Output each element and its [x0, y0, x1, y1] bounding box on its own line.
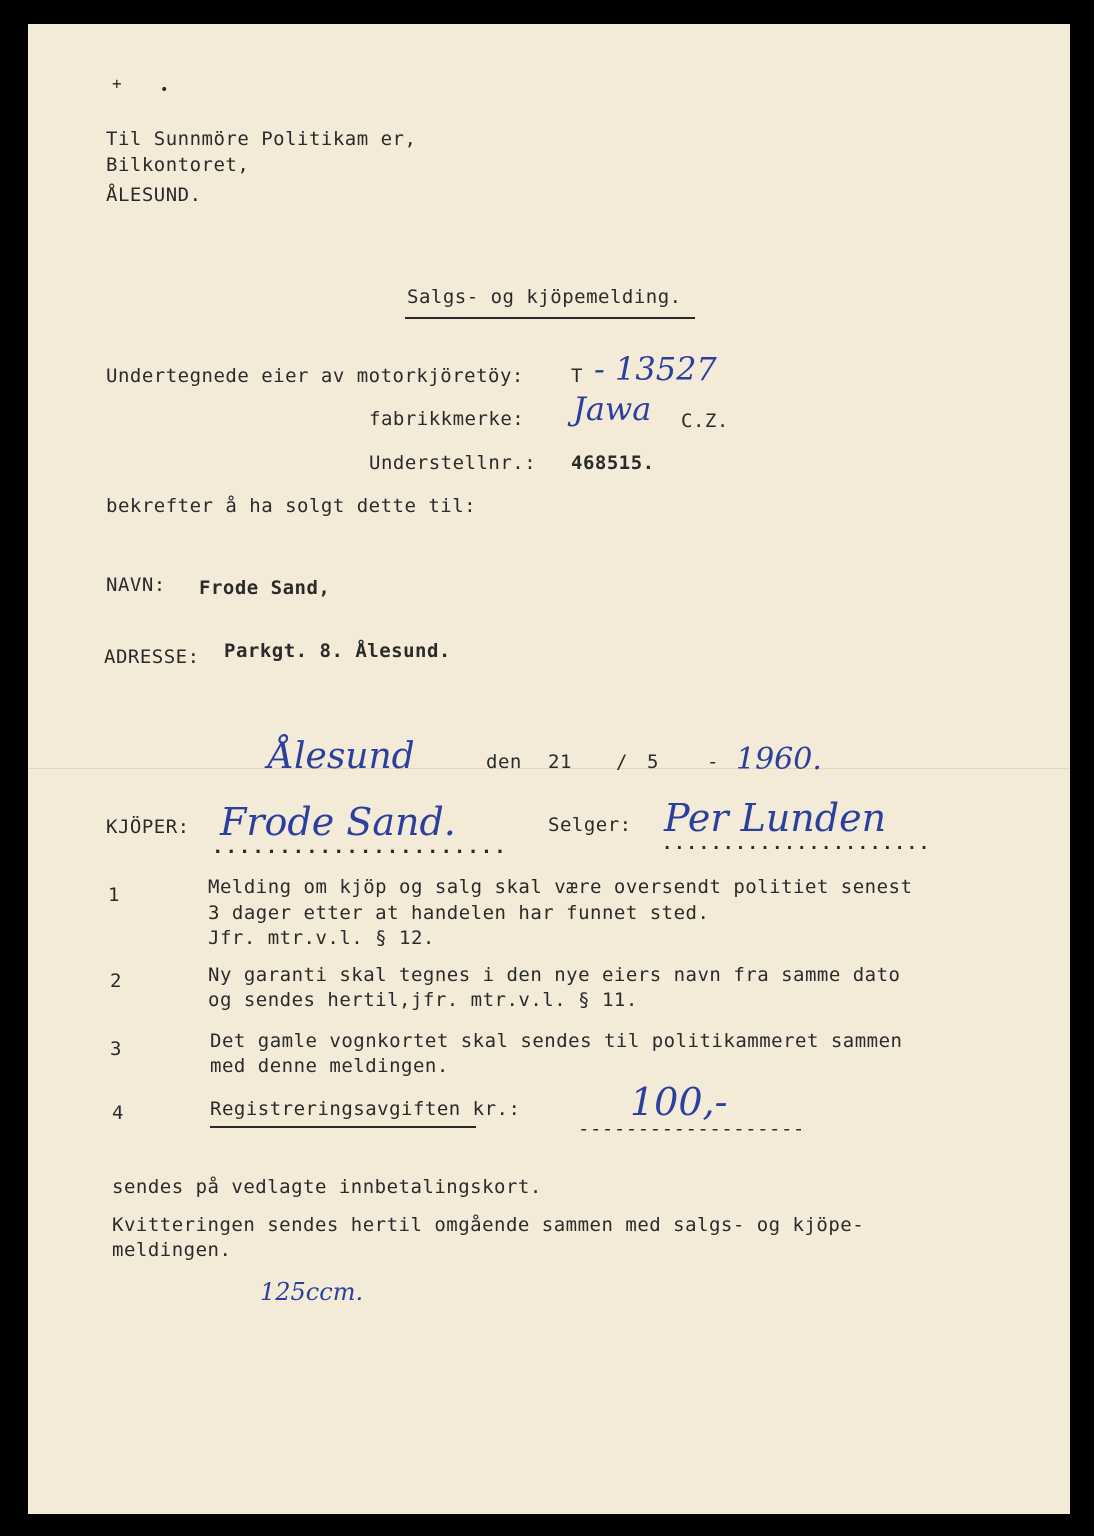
address-line-1: Til Sunnmöre Politikam er,: [106, 128, 417, 150]
item-1-line: Jfr. mtr.v.l. § 12.: [208, 927, 435, 949]
seller-signature-dots: ......................: [662, 834, 932, 854]
item-number: 3: [110, 1038, 122, 1060]
name-label: NAVN:: [106, 574, 166, 596]
owner-label: Undertegnede eier av motorkjöretöy:: [106, 365, 524, 387]
date-den: den: [486, 751, 522, 773]
item-3-line: med denne meldingen.: [210, 1055, 449, 1077]
footer-line-2: Kvitteringen sendes hertil omgående sammen med salgs- og kjöpe-: [112, 1214, 865, 1236]
seller-signature: Per Lunden: [664, 796, 887, 840]
chassis-value: 468515.: [571, 452, 655, 474]
fee-label: Registreringsavgiften kr.:: [210, 1098, 521, 1120]
chassis-label: Understellnr.:: [369, 452, 537, 474]
reg-prefix: T: [571, 365, 583, 387]
item-number: 2: [110, 970, 122, 992]
fee-label-underline: [210, 1126, 476, 1128]
form-title: Salgs- og kjöpemelding.: [407, 286, 682, 308]
reg-number-handwritten: - 13527: [594, 350, 717, 388]
date-year-handwritten: 1960.: [736, 742, 822, 777]
item-number: 4: [112, 1102, 124, 1124]
item-number: 1: [108, 884, 120, 906]
fee-amount-dashes: -------------------: [578, 1118, 805, 1140]
footer-line-1: sendes på vedlagte innbetalingskort.: [112, 1176, 542, 1198]
confirm-text: bekrefter å ha solgt dette til:: [106, 495, 477, 517]
date-day: 21: [548, 751, 572, 773]
buyer-signature: Frode Sand.: [220, 800, 456, 844]
make-label: fabrikkmerke:: [369, 408, 525, 430]
seller-label: Selger:: [548, 814, 632, 836]
handwritten-note: 125ccm.: [260, 1278, 364, 1306]
address-value: Parkgt. 8. Ålesund.: [224, 640, 451, 662]
date-dash: -: [707, 751, 719, 773]
document-page: [28, 24, 1070, 1514]
corner-mark: •: [160, 82, 169, 98]
buyer-label: KJÖPER:: [106, 816, 190, 838]
title-underline: [405, 317, 695, 319]
make-value-handwritten: Jawa: [573, 390, 652, 428]
item-2-line: Ny garanti skal tegnes i den nye eiers navn fra samme dato: [208, 964, 901, 986]
buyer-signature-dots: ......................: [212, 836, 508, 858]
address-label: ADRESSE:: [104, 646, 200, 668]
address-line-3: ÅLESUND.: [106, 184, 202, 206]
name-value: Frode Sand,: [199, 577, 331, 599]
date-month: 5: [647, 751, 659, 773]
date-slash: /: [616, 751, 628, 773]
item-3-line: Det gamle vognkortet skal sendes til politikammeret sammen: [210, 1030, 903, 1052]
footer-line-3: meldingen.: [112, 1239, 232, 1261]
address-line-2: Bilkontoret,: [106, 154, 250, 176]
item-2-line: og sendes hertil,jfr. mtr.v.l. § 11.: [208, 989, 638, 1011]
date-place-handwritten: Ålesund: [268, 736, 415, 777]
make-suffix: C.Z.: [681, 410, 729, 432]
corner-mark: +: [112, 74, 123, 93]
fee-amount-handwritten: 100,-: [630, 1080, 728, 1124]
item-1-line: Melding om kjöp og salg skal være oversendt politiet senest: [208, 876, 913, 898]
item-1-line: 3 dager etter at handelen har funnet sted.: [208, 902, 710, 924]
